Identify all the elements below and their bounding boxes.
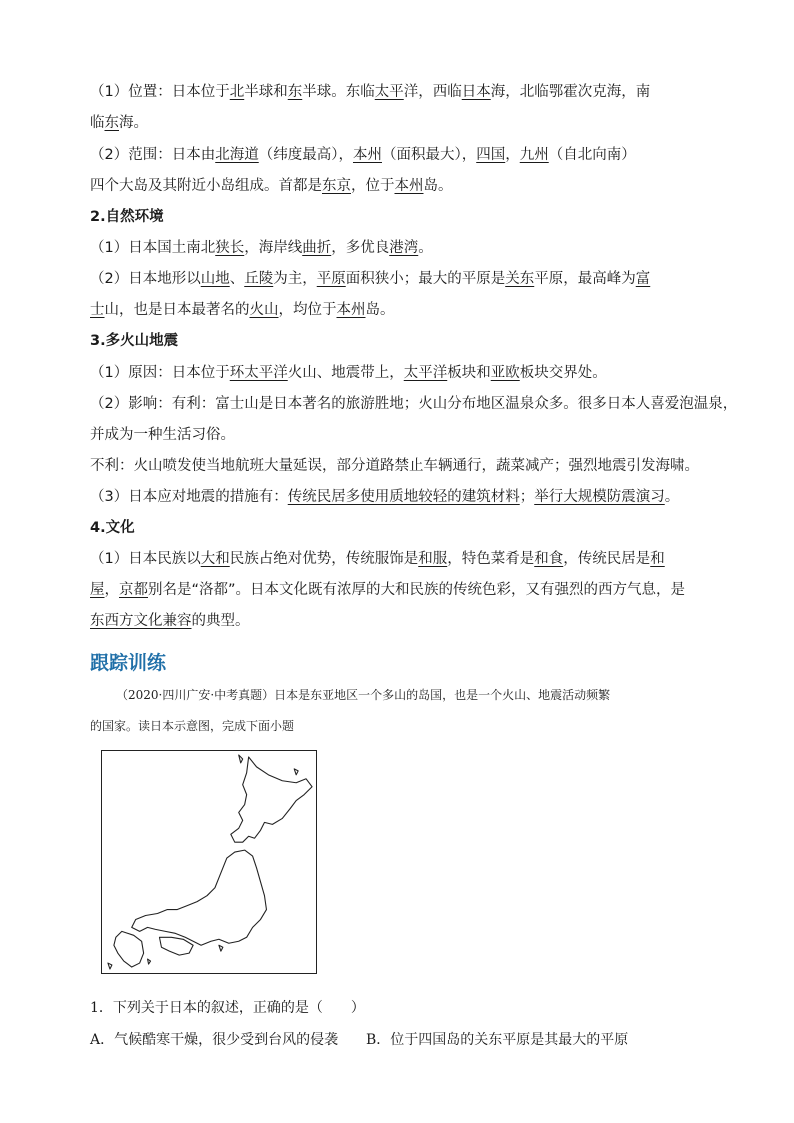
question-1-stem: 1．下列关于日本的叙述，正确的是（ ）	[90, 1000, 365, 1016]
blank: 本州	[394, 178, 424, 194]
blank: 山地	[200, 271, 230, 287]
question-intro: 的国家。读日本示意图，完成下面小题	[90, 719, 295, 733]
blank: 环太平洋	[229, 365, 288, 381]
blank: 大和	[200, 551, 230, 567]
shikoku-outline	[159, 937, 193, 955]
small-island	[294, 769, 298, 775]
kyushu-outline	[114, 931, 144, 967]
text-line: （3）日本应对地震的措施有：传统民居多使用质地较轻的建筑材料；举行大规模防震演习。	[90, 489, 680, 505]
blank: 狭长	[215, 240, 245, 256]
honshu-outline	[132, 850, 267, 945]
blank: 富	[635, 271, 651, 287]
blank: 东	[287, 84, 303, 100]
heading-culture: 4.文化	[90, 520, 135, 536]
text-line: （1）日本民族以大和民族占绝对优势，传统服饰是和服，特色菜肴是和食，传统民居是和	[90, 551, 665, 567]
section-title: 跟踪训练	[90, 652, 167, 674]
text-line: 并成为一种生活习俗。	[90, 427, 235, 443]
text-line: 不利：火山喷发使当地航班大量延误，部分道路禁止车辆通行，蔬菜减产；强烈地震引发海啸。	[90, 458, 699, 474]
small-island	[219, 945, 223, 951]
text-line: 四个大岛及其附近小岛组成。首都是东京，位于本州岛。	[90, 178, 453, 194]
blank: 和食	[534, 551, 564, 567]
blank: 丘陵	[244, 271, 274, 287]
text-line: 士山，也是日本最著名的火山，均位于本州岛。	[90, 302, 395, 318]
blank: 北	[229, 84, 245, 100]
blank: 曲折	[302, 240, 332, 256]
text-line: （1）原因：日本位于环太平洋火山、地震带上，太平洋板块和亚欧板块交界处。	[90, 365, 607, 381]
blank: 举行大规模防震演习	[534, 489, 665, 505]
blank: 太平	[374, 84, 404, 100]
blank: 东	[104, 115, 119, 131]
heading-natural-environment: 2.自然环境	[90, 209, 164, 225]
blank: 东西方文化兼容	[90, 613, 192, 629]
question-intro: （2020·四川广安·中考真题）日本是东亚地区一个多山的岛国，也是一个火山、地震活动频繁	[116, 688, 611, 702]
text-line: （2）影响：有利：富士山是日本著名的旅游胜地；火山分布地区温泉众多。很多日本人喜爱泡温泉，	[90, 396, 738, 412]
hokkaido-outline	[231, 757, 312, 842]
small-island	[239, 755, 243, 763]
option-a: A．气候酷寒干燥，很少受到台风的侵袭	[90, 1032, 339, 1048]
blank: 本州	[336, 302, 366, 318]
japan-map	[101, 750, 317, 974]
text-line-location: （1）位置：日本位于北半球和东半球。东临太平洋，西临日本海，北临鄂霍次克海，南	[90, 84, 651, 100]
blank: 平原	[316, 271, 346, 287]
text-line: （2）日本地形以山地、丘陵为主，平原面积狭小；最大的平原是关东平原，最高峰为富	[90, 271, 651, 287]
blank: 日本	[461, 84, 491, 100]
blank: 东京	[322, 178, 351, 194]
blank: 港湾	[389, 240, 419, 256]
blank: 亚欧	[490, 365, 520, 381]
blank: 京都	[119, 582, 148, 598]
blank: 本州	[352, 147, 382, 163]
japan-outline-map	[102, 751, 316, 973]
blank: 和	[650, 551, 665, 567]
small-island	[148, 959, 151, 964]
text-line-range: （2）范围：日本由北海道（纬度最高），本州（面积最大），四国，九州（自北向南）	[90, 147, 636, 163]
blank: 火山	[249, 302, 279, 318]
blank: 四国	[476, 147, 506, 163]
blank: 关东	[505, 271, 535, 287]
blank: 和服	[418, 551, 448, 567]
text-line: 东西方文化兼容的典型。	[90, 613, 250, 629]
blank: 屋	[90, 582, 105, 598]
blank: 士	[90, 302, 105, 318]
text-line: （1）日本国土南北狭长，海岸线曲折，多优良港湾。	[90, 240, 433, 256]
heading-volcano-earthquake: 3.多火山地震	[90, 333, 179, 349]
text-line: 临东海。	[90, 115, 148, 131]
blank: 传统民居多使用质地较轻的建筑材料	[287, 489, 520, 505]
blank: 九州	[519, 147, 549, 163]
small-island	[108, 963, 112, 969]
option-b: B．位于四国岛的关东平原是其最大的平原	[366, 1032, 629, 1048]
text-line: 屋，京都别名是“洛都”。日本文化既有浓厚的大和民族的传统色彩，又有强烈的西方气息，是	[90, 582, 686, 598]
blank: 北海道	[215, 147, 259, 163]
blank: 太平洋	[403, 365, 448, 381]
